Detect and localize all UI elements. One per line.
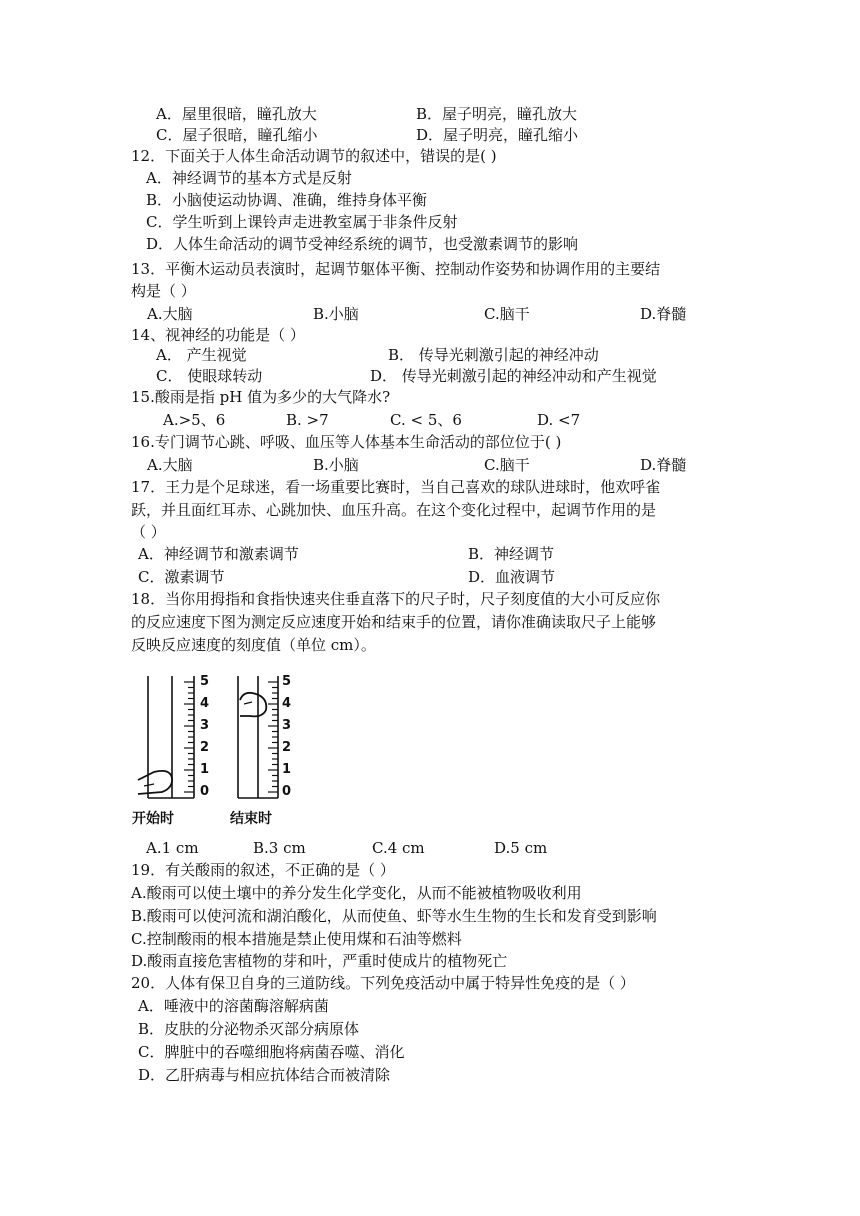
q19-option-c: C.控制酸雨的根本措施是禁止使用煤和石油等燃料 — [131, 930, 462, 948]
end-caption: 结束时 — [230, 811, 272, 827]
start-ruler-scale-label: 5 — [200, 674, 210, 689]
q15-stem: 15.酸雨是指 pH 值为多少的大气降水? — [131, 388, 391, 406]
end-ruler-scale-label: 5 — [282, 674, 292, 689]
start-ruler-scale-label: 1 — [200, 762, 210, 777]
q12-option-a: A．神经调节的基本方式是反射 — [146, 169, 352, 187]
q17-stem-line1: 17．王力是个足球迷，看一场重要比赛时，当自己喜欢的球队进球时，他欢呼雀 — [131, 478, 661, 496]
q17-option-a: A．神经调节和激素调节 — [138, 545, 299, 563]
q12-option-d: D．人体生命活动的调节受神经系统的调节，也受激素调节的影响 — [146, 235, 579, 253]
q12-option-b: B．小脑使运动协调、准确，维持身体平衡 — [146, 191, 428, 209]
end-ruler-scale-label: 4 — [282, 696, 292, 711]
end-ruler-scale-label: 1 — [282, 762, 292, 777]
start-ruler — [138, 676, 194, 798]
end-ruler-ticks — [268, 682, 278, 792]
q11-option-d: D．屋子明亮，瞳孔缩小 — [416, 126, 579, 144]
q16-option-d: D.脊髓 — [640, 456, 687, 474]
q16-option-c: C.脑干 — [484, 456, 530, 474]
q18-stem-line1: 18．当你用拇指和食指快速夹住垂直落下的尺子时，尺子刻度值的大小可反应你 — [131, 590, 661, 608]
end-ruler-scale-label: 3 — [282, 718, 292, 733]
q17-stem-line2: 跃，并且面红耳赤、心跳加快、血压升高。在这个变化过程中，起调节作用的是 — [131, 501, 657, 519]
q14-stem: 14、视神经的功能是（ ） — [131, 326, 305, 344]
start-ruler-scale-label: 0 — [200, 784, 210, 799]
q11-option-b: B．屋子明亮，瞳孔放大 — [416, 105, 578, 123]
q16-option-b: B.小脑 — [313, 456, 359, 474]
q14-option-d: D． 传导光刺激引起的神经冲动和产生视觉 — [370, 367, 657, 385]
q13-option-a: A.大脑 — [147, 305, 193, 323]
ruler-figure — [132, 668, 312, 834]
q19-option-b: B.酸雨可以使河流和湖泊酸化，从而使鱼、虾等水生生物的生长和发育受到影响 — [131, 907, 657, 925]
q20-option-a: A．唾液中的溶菌酶溶解病菌 — [138, 997, 329, 1015]
q18-stem-line3: 反映反应速度的刻度值（单位 cm）。 — [131, 636, 376, 654]
q16-option-a: A.大脑 — [147, 456, 193, 474]
start-caption: 开始时 — [132, 811, 174, 827]
start-ruler-scale-label: 2 — [200, 740, 210, 755]
q13-option-d: D.脊髓 — [640, 305, 687, 323]
q16-stem: 16.专门调节心跳、呼吸、血压等人体基本生命活动的部位位于( ) — [131, 433, 562, 451]
q11-option-c: C．屋子很暗，瞳孔缩小 — [156, 126, 318, 144]
q20-option-b: B．皮肤的分泌物杀灭部分病原体 — [138, 1020, 360, 1038]
q18-option-b: B.3 cm — [253, 839, 306, 857]
q13-stem-line2: 构是（ ） — [131, 282, 196, 300]
q18-option-a: A.1 cm — [146, 839, 199, 857]
q20-option-c: C．脾脏中的吞噬细胞将病菌吞噬、消化 — [138, 1043, 405, 1061]
q15-option-a: A.>5、6 — [163, 411, 226, 429]
end-ruler-scale-label: 0 — [282, 784, 292, 799]
q20-option-d: D．乙肝病毒与相应抗体结合而被清除 — [138, 1066, 391, 1084]
q17-option-d: D．血液调节 — [468, 568, 556, 586]
q14-option-a: A． 产生视觉 — [156, 346, 247, 364]
start-ruler-ticks — [184, 682, 194, 792]
q12-option-c: C．学生听到上课铃声走进教室属于非条件反射 — [146, 213, 458, 231]
q19-option-d: D.酸雨直接危害植物的芽和叶，严重时使成片的植物死亡 — [131, 952, 508, 970]
end-ruler-scale-label: 2 — [282, 740, 292, 755]
q15-option-b: B. >7 — [286, 411, 329, 429]
start-ruler-scale-label: 3 — [200, 718, 210, 733]
q18-option-c: C.4 cm — [372, 839, 425, 857]
q17-option-b: B．神经调节 — [468, 545, 555, 563]
q15-option-c: C. < 5、6 — [390, 411, 462, 429]
start-ruler-scale-label: 4 — [200, 696, 210, 711]
q17-stem-line3: （ ） — [131, 523, 166, 541]
q13-option-b: B.小脑 — [313, 305, 359, 323]
q20-stem: 20．人体有保卫自身的三道防线。下列免疫活动中属于特异性免疫的是（ ） — [131, 974, 635, 992]
q15-option-d: D. <7 — [537, 411, 581, 429]
q18-stem-line2: 的反应速度下图为测定反应速度开始和结束手的位置，请你准确读取尺子上能够 — [131, 613, 657, 631]
q12-stem: 12．下面关于人体生命活动调节的叙述中，错误的是( ) — [131, 147, 497, 165]
q18-option-d: D.5 cm — [494, 839, 548, 857]
q14-option-c: C． 使眼球转动 — [156, 367, 263, 385]
q13-stem-line1: 13．平衡木运动员表演时，起调节躯体平衡、控制动作姿势和协调作用的主要结 — [131, 260, 661, 278]
q19-option-a: A.酸雨可以使土壤中的养分发生化学变化，从而不能被植物吸收利用 — [131, 884, 582, 902]
q14-option-b: B． 传导光刺激引起的神经冲动 — [388, 346, 599, 364]
q13-option-c: C.脑干 — [484, 305, 530, 323]
q11-option-a: A．屋里很暗，瞳孔放大 — [156, 105, 317, 123]
q17-option-c: C．激素调节 — [138, 568, 225, 586]
q19-stem: 19．有关酸雨的叙述，不正确的是（ ） — [131, 861, 395, 879]
